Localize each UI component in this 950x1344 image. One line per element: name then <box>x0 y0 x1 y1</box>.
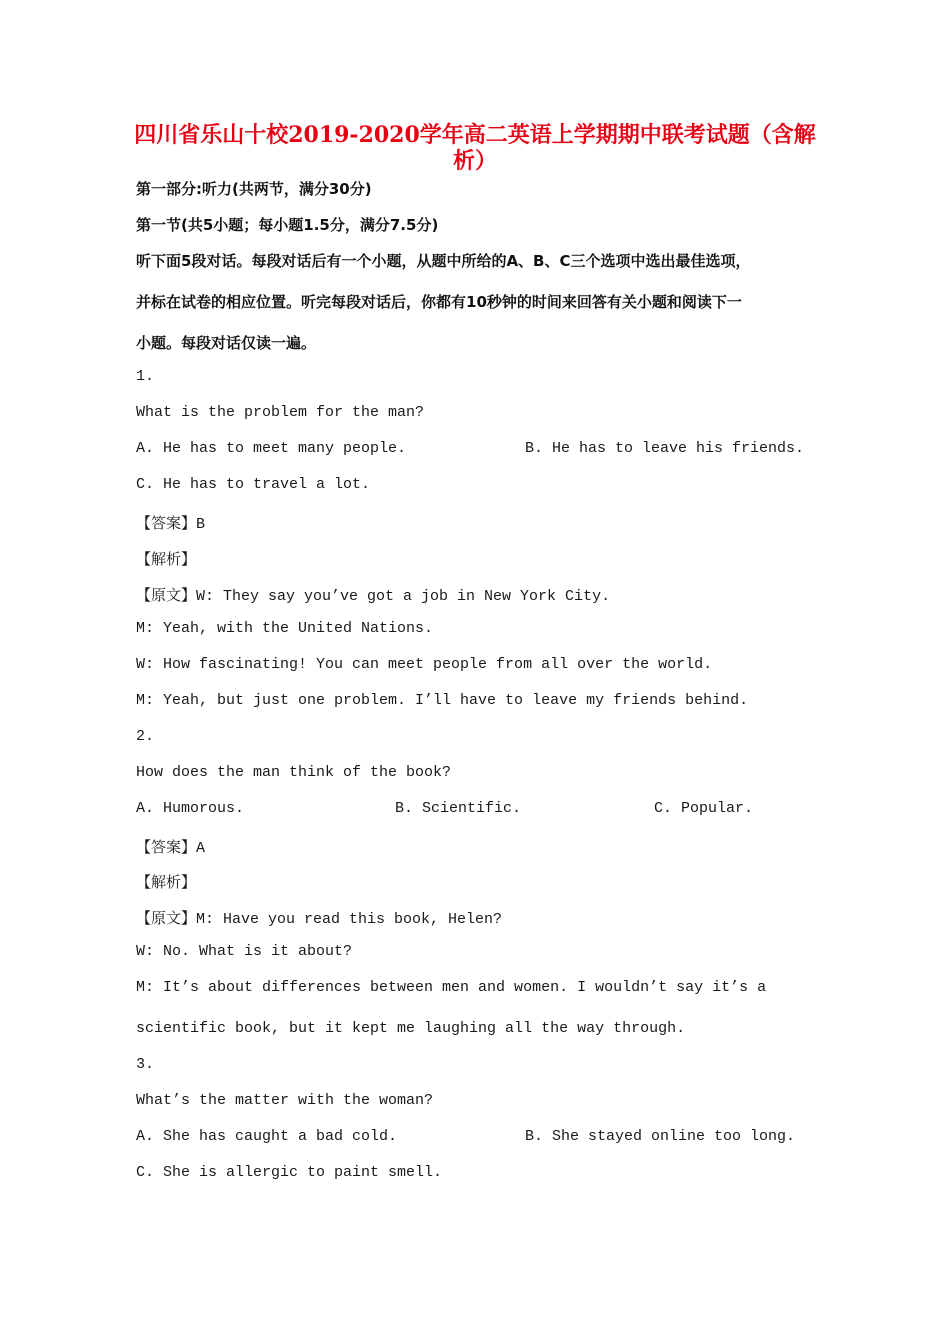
instruction-line-2: 并标在试卷的相应位置。听完每段对话后，你都有10秒钟的时间来回答有关小题和阅读下一 <box>136 293 742 311</box>
section-heading: 第一节(共5小题；每小题1.5分，满分7.5分) <box>136 216 439 234</box>
q2-analysis: 【解析】 <box>136 875 197 892</box>
instruction-line-1: 听下面5段对话。每段对话后有一个小题，从题中所给的A、B、C三个选项中选出最佳选项， <box>136 252 751 270</box>
q2-transcript-3: M: It’s about differences between men and women. I wouldn’t say it’s a <box>136 979 767 996</box>
part-heading: 第一部分:听力(共两节，满分30分) <box>136 180 372 198</box>
q1-option-c: C. He has to travel a lot. <box>136 476 371 493</box>
q3-question: What’s the matter with the woman? <box>136 1092 434 1109</box>
instruction-line-3: 小题。每段对话仅读一遍。 <box>136 334 317 352</box>
q2-option-a: A. Humorous. <box>136 800 245 817</box>
q3-option-b: B. She stayed online too long. <box>525 1128 796 1145</box>
q2-option-c: C. Popular. <box>654 800 754 817</box>
q1-option-a: A. He has to meet many people. <box>136 440 407 457</box>
q3-option-a: A. She has caught a bad cold. <box>136 1128 398 1145</box>
q1-option-b: B. He has to leave his friends. <box>525 440 805 457</box>
q1-transcript-3: W: How fascinating! You can meet people from all over the world. <box>136 656 713 673</box>
document-title: 四川省乐山十校2019-2020学年高二英语上学期期中联考试题（含解析） <box>134 122 816 174</box>
q2-transcript-2: W: No. What is it about? <box>136 943 353 960</box>
q2-option-b: B. Scientific. <box>395 800 522 817</box>
q2-number: 2. <box>136 728 155 745</box>
q1-analysis: 【解析】 <box>136 552 197 569</box>
q1-number: 1. <box>136 368 155 385</box>
q3-option-c: C. She is allergic to paint smell. <box>136 1164 443 1181</box>
q1-transcript-1: 【原文】W: They say you’ve got a job in New York City. <box>136 588 611 605</box>
q2-transcript-1: 【原文】M: Have you read this book, Helen? <box>136 911 503 928</box>
q3-number: 3. <box>136 1056 155 1073</box>
q1-question: What is the problem for the man? <box>136 404 425 421</box>
q1-transcript-2: M: Yeah, with the United Nations. <box>136 620 434 637</box>
q2-question: How does the man think of the book? <box>136 764 452 781</box>
q1-answer: 【答案】B <box>136 516 206 533</box>
q2-transcript-4: scientific book, but it kept me laughing all the way through. <box>136 1020 686 1037</box>
q1-transcript-4: M: Yeah, but just one problem. I’ll have to leave my friends behind. <box>136 692 749 709</box>
q2-answer: 【答案】A <box>136 840 206 857</box>
